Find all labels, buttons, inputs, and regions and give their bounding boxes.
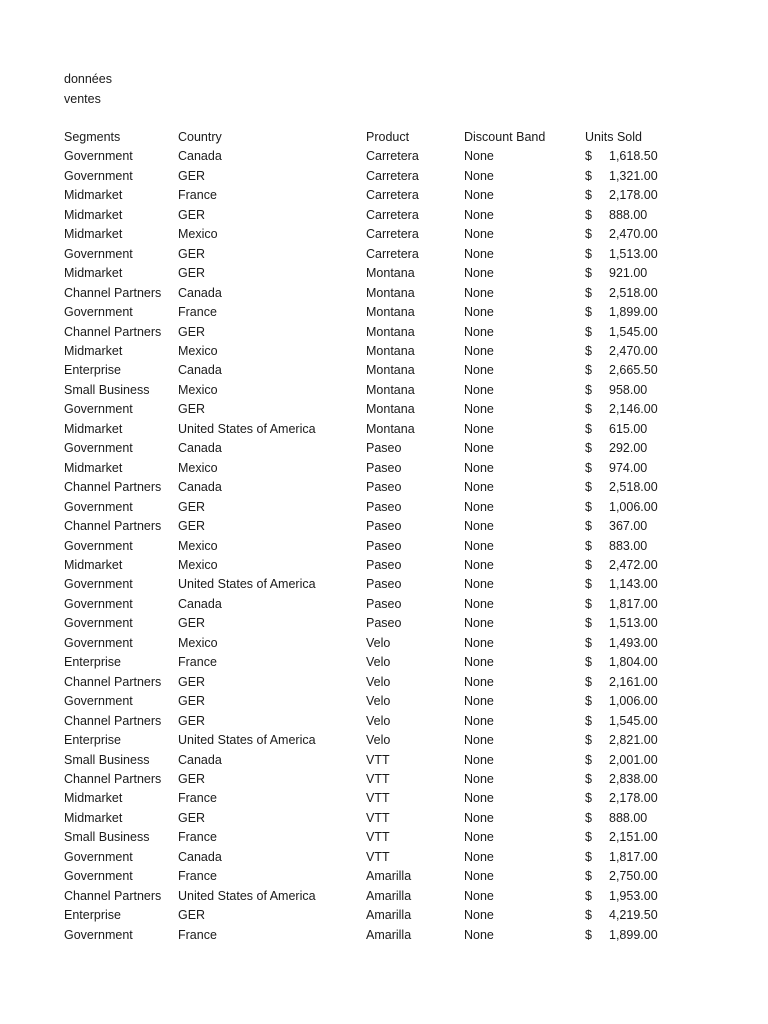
cell-units-sold: 958.00 xyxy=(609,382,648,397)
cell-currency-symbol: $ xyxy=(585,557,592,572)
cell-units-sold: 2,151.00 xyxy=(609,830,658,845)
table-row xyxy=(64,867,676,886)
cell-country: France xyxy=(178,305,217,320)
cell-segment: Midmarket xyxy=(64,343,123,358)
cell-country: France xyxy=(178,869,217,884)
cell-country: GER xyxy=(178,207,206,222)
cell-discount-band: None xyxy=(464,149,494,164)
table-row xyxy=(64,789,676,808)
cell-discount-band: None xyxy=(464,227,494,242)
cell-units-sold: 1,513.00 xyxy=(609,616,658,631)
cell-units-sold: 4,219.50 xyxy=(609,908,658,923)
cell-segment: Enterprise xyxy=(64,363,121,378)
cell-segment: Channel Partners xyxy=(64,519,162,534)
cell-segment: Midmarket xyxy=(64,810,123,825)
table-row xyxy=(64,517,676,536)
cell-country: GER xyxy=(178,402,206,417)
cell-units-sold: 2,470.00 xyxy=(609,227,658,242)
table-row xyxy=(64,614,676,633)
cell-product: VTT xyxy=(366,849,390,864)
cell-units-sold: 2,518.00 xyxy=(609,285,658,300)
cell-units-sold: 1,953.00 xyxy=(609,888,658,903)
cell-discount-band: None xyxy=(464,382,494,397)
header-segments: Segments xyxy=(64,130,121,144)
cell-product: Paseo xyxy=(366,616,402,631)
table-row xyxy=(64,770,676,789)
cell-segment: Government xyxy=(64,927,133,942)
cell-units-sold: 2,178.00 xyxy=(609,791,658,806)
cell-currency-symbol: $ xyxy=(585,480,592,495)
cell-country: GER xyxy=(178,771,206,786)
cell-segment: Government xyxy=(64,616,133,631)
cell-discount-band: None xyxy=(464,343,494,358)
header-row xyxy=(64,128,676,147)
cell-country: United States of America xyxy=(178,888,316,903)
cell-discount-band: None xyxy=(464,363,494,378)
cell-segment: Government xyxy=(64,149,133,164)
cell-segment: Government xyxy=(64,596,133,611)
cell-discount-band: None xyxy=(464,266,494,281)
cell-country: Canada xyxy=(178,480,222,495)
cell-discount-band: None xyxy=(464,908,494,923)
cell-segment: Government xyxy=(64,402,133,417)
cell-product: Paseo xyxy=(366,499,402,514)
cell-product: Paseo xyxy=(366,596,402,611)
cell-units-sold: 1,545.00 xyxy=(609,713,658,728)
cell-country: Mexico xyxy=(178,382,218,397)
cell-currency-symbol: $ xyxy=(585,460,592,475)
cell-country: France xyxy=(178,830,217,845)
cell-units-sold: 1,804.00 xyxy=(609,655,658,670)
cell-country: Canada xyxy=(178,285,222,300)
cell-discount-band: None xyxy=(464,771,494,786)
cell-segment: Government xyxy=(64,694,133,709)
cell-country: France xyxy=(178,791,217,806)
cell-currency-symbol: $ xyxy=(585,421,592,436)
cell-country: Canada xyxy=(178,596,222,611)
table-row xyxy=(64,828,676,847)
cell-product: Montana xyxy=(366,382,415,397)
cell-discount-band: None xyxy=(464,402,494,417)
table-row xyxy=(64,459,676,478)
cell-segment: Channel Partners xyxy=(64,324,162,339)
cell-discount-band: None xyxy=(464,460,494,475)
cell-currency-symbol: $ xyxy=(585,752,592,767)
cell-country: United States of America xyxy=(178,577,316,592)
cell-discount-band: None xyxy=(464,694,494,709)
cell-currency-symbol: $ xyxy=(585,382,592,397)
cell-segment: Small Business xyxy=(64,752,150,767)
cell-country: Mexico xyxy=(178,538,218,553)
table-row xyxy=(64,478,676,497)
cell-discount-band: None xyxy=(464,538,494,553)
cell-product: Montana xyxy=(366,285,415,300)
cell-currency-symbol: $ xyxy=(585,266,592,281)
cell-country: United States of America xyxy=(178,733,316,748)
cell-currency-symbol: $ xyxy=(585,324,592,339)
cell-country: France xyxy=(178,927,217,942)
table-row xyxy=(64,926,676,945)
table-row xyxy=(64,712,676,731)
header-country: Country xyxy=(178,130,222,144)
cell-units-sold: 1,143.00 xyxy=(609,577,658,592)
table-row xyxy=(64,731,676,750)
cell-segment: Enterprise xyxy=(64,655,121,670)
cell-units-sold: 1,006.00 xyxy=(609,694,658,709)
cell-currency-symbol: $ xyxy=(585,869,592,884)
table-row xyxy=(64,361,676,380)
cell-segment: Government xyxy=(64,305,133,320)
cell-discount-band: None xyxy=(464,927,494,942)
cell-product: Carretera xyxy=(366,168,419,183)
cell-discount-band: None xyxy=(464,869,494,884)
table-body xyxy=(64,147,676,945)
table-row xyxy=(64,556,676,575)
cell-segment: Midmarket xyxy=(64,791,123,806)
cell-country: Mexico xyxy=(178,227,218,242)
cell-currency-symbol: $ xyxy=(585,227,592,242)
cell-product: Carretera xyxy=(366,149,419,164)
cell-country: France xyxy=(178,188,217,203)
cell-currency-symbol: $ xyxy=(585,149,592,164)
cell-discount-band: None xyxy=(464,733,494,748)
cell-currency-symbol: $ xyxy=(585,596,592,611)
cell-product: VTT xyxy=(366,830,390,845)
cell-product: VTT xyxy=(366,791,390,806)
cell-discount-band: None xyxy=(464,305,494,320)
cell-country: GER xyxy=(178,616,206,631)
cell-product: Velo xyxy=(366,674,391,689)
cell-currency-symbol: $ xyxy=(585,655,592,670)
cell-discount-band: None xyxy=(464,810,494,825)
cell-product: Montana xyxy=(366,363,415,378)
cell-product: Velo xyxy=(366,635,391,650)
cell-discount-band: None xyxy=(464,480,494,495)
table-row xyxy=(64,323,676,342)
cell-discount-band: None xyxy=(464,207,494,222)
cell-units-sold: 2,821.00 xyxy=(609,733,658,748)
cell-units-sold: 888.00 xyxy=(609,207,648,222)
cell-country: GER xyxy=(178,266,206,281)
cell-currency-symbol: $ xyxy=(585,207,592,222)
cell-product: Montana xyxy=(366,421,415,436)
cell-currency-symbol: $ xyxy=(585,635,592,650)
cell-segment: Small Business xyxy=(64,382,150,397)
cell-segment: Government xyxy=(64,869,133,884)
cell-product: Montana xyxy=(366,305,415,320)
cell-country: Canada xyxy=(178,149,222,164)
cell-country: United States of America xyxy=(178,421,316,436)
cell-product: Amarilla xyxy=(366,927,412,942)
table-row xyxy=(64,225,676,244)
cell-units-sold: 2,750.00 xyxy=(609,869,658,884)
cell-currency-symbol: $ xyxy=(585,499,592,514)
cell-currency-symbol: $ xyxy=(585,188,592,203)
cell-units-sold: 1,618.50 xyxy=(609,149,658,164)
header-discount-band: Discount Band xyxy=(464,130,546,144)
header-product: Product xyxy=(366,130,410,144)
cell-units-sold: 2,146.00 xyxy=(609,402,658,417)
table-row xyxy=(64,575,676,594)
cell-currency-symbol: $ xyxy=(585,246,592,261)
cell-country: Canada xyxy=(178,849,222,864)
cell-units-sold: 1,321.00 xyxy=(609,168,658,183)
cell-country: Mexico xyxy=(178,557,218,572)
cell-units-sold: 1,899.00 xyxy=(609,927,658,942)
cell-product: Carretera xyxy=(366,246,419,261)
cell-currency-symbol: $ xyxy=(585,343,592,358)
cell-segment: Channel Partners xyxy=(64,771,162,786)
cell-discount-band: None xyxy=(464,246,494,261)
table-row xyxy=(64,673,676,692)
cell-discount-band: None xyxy=(464,655,494,670)
cell-discount-band: None xyxy=(464,674,494,689)
cell-segment: Government xyxy=(64,168,133,183)
table-row xyxy=(64,342,676,361)
cell-currency-symbol: $ xyxy=(585,441,592,456)
cell-units-sold: 2,472.00 xyxy=(609,557,658,572)
cell-segment: Midmarket xyxy=(64,460,123,475)
cell-currency-symbol: $ xyxy=(585,830,592,845)
cell-discount-band: None xyxy=(464,285,494,300)
cell-product: Montana xyxy=(366,343,415,358)
cell-segment: Government xyxy=(64,499,133,514)
cell-units-sold: 1,817.00 xyxy=(609,596,658,611)
cell-units-sold: 1,513.00 xyxy=(609,246,658,261)
cell-discount-band: None xyxy=(464,830,494,845)
cell-discount-band: None xyxy=(464,557,494,572)
cell-segment: Government xyxy=(64,635,133,650)
cell-discount-band: None xyxy=(464,421,494,436)
cell-product: Velo xyxy=(366,655,391,670)
cell-country: GER xyxy=(178,168,206,183)
cell-currency-symbol: $ xyxy=(585,285,592,300)
cell-discount-band: None xyxy=(464,519,494,534)
cell-product: Velo xyxy=(366,694,391,709)
table-row xyxy=(64,906,676,925)
cell-product: Velo xyxy=(366,713,391,728)
cell-segment: Midmarket xyxy=(64,421,123,436)
cell-discount-band: None xyxy=(464,596,494,611)
cell-segment: Midmarket xyxy=(64,557,123,572)
cell-units-sold: 921.00 xyxy=(609,266,648,281)
cell-units-sold: 2,470.00 xyxy=(609,343,658,358)
cell-currency-symbol: $ xyxy=(585,363,592,378)
cell-country: GER xyxy=(178,810,206,825)
cell-discount-band: None xyxy=(464,752,494,767)
table-row xyxy=(64,147,676,166)
cell-product: Montana xyxy=(366,324,415,339)
cell-product: Velo xyxy=(366,733,391,748)
cell-discount-band: None xyxy=(464,713,494,728)
table-row xyxy=(64,848,676,867)
cell-product: Paseo xyxy=(366,519,402,534)
cell-segment: Small Business xyxy=(64,830,150,845)
cell-country: Canada xyxy=(178,752,222,767)
cell-currency-symbol: $ xyxy=(585,616,592,631)
cell-units-sold: 2,665.50 xyxy=(609,363,658,378)
cell-currency-symbol: $ xyxy=(585,733,592,748)
cell-product: Amarilla xyxy=(366,908,412,923)
cell-currency-symbol: $ xyxy=(585,791,592,806)
cell-currency-symbol: $ xyxy=(585,305,592,320)
cell-product: Paseo xyxy=(366,480,402,495)
cell-discount-band: None xyxy=(464,791,494,806)
cell-units-sold: 2,178.00 xyxy=(609,188,658,203)
cell-product: VTT xyxy=(366,810,390,825)
cell-country: Canada xyxy=(178,363,222,378)
cell-segment: Midmarket xyxy=(64,266,123,281)
cell-discount-band: None xyxy=(464,441,494,456)
cell-currency-symbol: $ xyxy=(585,694,592,709)
table-row xyxy=(64,186,676,205)
cell-product: Paseo xyxy=(366,441,402,456)
cell-product: Paseo xyxy=(366,460,402,475)
table-row xyxy=(64,634,676,653)
cell-currency-symbol: $ xyxy=(585,402,592,417)
cell-segment: Midmarket xyxy=(64,227,123,242)
cell-currency-symbol: $ xyxy=(585,927,592,942)
cell-country: Canada xyxy=(178,441,222,456)
cell-currency-symbol: $ xyxy=(585,538,592,553)
cell-discount-band: None xyxy=(464,849,494,864)
cell-discount-band: None xyxy=(464,577,494,592)
table-row xyxy=(64,439,676,458)
cell-units-sold: 1,006.00 xyxy=(609,499,658,514)
cell-country: Mexico xyxy=(178,460,218,475)
cell-discount-band: None xyxy=(464,616,494,631)
cell-currency-symbol: $ xyxy=(585,519,592,534)
cell-units-sold: 292.00 xyxy=(609,441,648,456)
cell-product: Carretera xyxy=(366,207,419,222)
cell-segment: Channel Partners xyxy=(64,480,162,495)
sheet-title-line-1: données xyxy=(64,72,112,86)
cell-units-sold: 2,161.00 xyxy=(609,674,658,689)
cell-country: GER xyxy=(178,674,206,689)
cell-country: GER xyxy=(178,713,206,728)
sales-table xyxy=(64,128,676,945)
table-row xyxy=(64,303,676,322)
cell-segment: Government xyxy=(64,849,133,864)
cell-discount-band: None xyxy=(464,168,494,183)
table-row xyxy=(64,400,676,419)
cell-segment: Channel Partners xyxy=(64,888,162,903)
cell-units-sold: 883.00 xyxy=(609,538,648,553)
cell-discount-band: None xyxy=(464,635,494,650)
cell-units-sold: 2,001.00 xyxy=(609,752,658,767)
cell-units-sold: 1,545.00 xyxy=(609,324,658,339)
cell-segment: Government xyxy=(64,538,133,553)
cell-product: Montana xyxy=(366,266,415,281)
table-row xyxy=(64,653,676,672)
cell-country: France xyxy=(178,655,217,670)
table-row xyxy=(64,264,676,283)
table-row xyxy=(64,595,676,614)
table-row xyxy=(64,245,676,264)
table-row xyxy=(64,498,676,517)
cell-product: Carretera xyxy=(366,227,419,242)
cell-country: GER xyxy=(178,324,206,339)
table-row xyxy=(64,537,676,556)
cell-segment: Channel Partners xyxy=(64,285,162,300)
cell-units-sold: 615.00 xyxy=(609,421,648,436)
table-row xyxy=(64,887,676,906)
cell-units-sold: 2,518.00 xyxy=(609,480,658,495)
cell-country: GER xyxy=(178,694,206,709)
cell-currency-symbol: $ xyxy=(585,771,592,786)
cell-segment: Enterprise xyxy=(64,733,121,748)
cell-product: Montana xyxy=(366,402,415,417)
cell-currency-symbol: $ xyxy=(585,674,592,689)
cell-product: Paseo xyxy=(366,557,402,572)
cell-currency-symbol: $ xyxy=(585,713,592,728)
cell-segment: Enterprise xyxy=(64,908,121,923)
cell-segment: Midmarket xyxy=(64,188,123,203)
table-row xyxy=(64,284,676,303)
cell-discount-band: None xyxy=(464,188,494,203)
cell-currency-symbol: $ xyxy=(585,577,592,592)
table-row xyxy=(64,420,676,439)
table-row xyxy=(64,381,676,400)
cell-units-sold: 2,838.00 xyxy=(609,771,658,786)
cell-currency-symbol: $ xyxy=(585,888,592,903)
cell-product: Paseo xyxy=(366,538,402,553)
cell-currency-symbol: $ xyxy=(585,168,592,183)
cell-units-sold: 974.00 xyxy=(609,460,648,475)
cell-product: Paseo xyxy=(366,577,402,592)
table-row xyxy=(64,751,676,770)
cell-currency-symbol: $ xyxy=(585,908,592,923)
cell-country: GER xyxy=(178,246,206,261)
cell-units-sold: 1,493.00 xyxy=(609,635,658,650)
header-units-sold: Units Sold xyxy=(585,130,642,144)
cell-segment: Government xyxy=(64,577,133,592)
cell-country: GER xyxy=(178,499,206,514)
table-row xyxy=(64,167,676,186)
cell-currency-symbol: $ xyxy=(585,849,592,864)
cell-country: GER xyxy=(178,908,206,923)
table-row xyxy=(64,692,676,711)
cell-segment: Channel Partners xyxy=(64,674,162,689)
cell-segment: Government xyxy=(64,441,133,456)
cell-country: GER xyxy=(178,519,206,534)
cell-country: Mexico xyxy=(178,343,218,358)
cell-segment: Government xyxy=(64,246,133,261)
cell-segment: Midmarket xyxy=(64,207,123,222)
cell-product: Amarilla xyxy=(366,869,412,884)
cell-product: Carretera xyxy=(366,188,419,203)
table-row xyxy=(64,809,676,828)
cell-discount-band: None xyxy=(464,888,494,903)
table-row xyxy=(64,206,676,225)
cell-discount-band: None xyxy=(464,324,494,339)
cell-currency-symbol: $ xyxy=(585,810,592,825)
cell-units-sold: 1,899.00 xyxy=(609,305,658,320)
cell-units-sold: 367.00 xyxy=(609,519,648,534)
cell-country: Mexico xyxy=(178,635,218,650)
cell-discount-band: None xyxy=(464,499,494,514)
cell-units-sold: 1,817.00 xyxy=(609,849,658,864)
cell-product: VTT xyxy=(366,771,390,786)
cell-units-sold: 888.00 xyxy=(609,810,648,825)
sheet-title-line-2: ventes xyxy=(64,92,101,106)
cell-segment: Channel Partners xyxy=(64,713,162,728)
cell-product: VTT xyxy=(366,752,390,767)
cell-product: Amarilla xyxy=(366,888,412,903)
